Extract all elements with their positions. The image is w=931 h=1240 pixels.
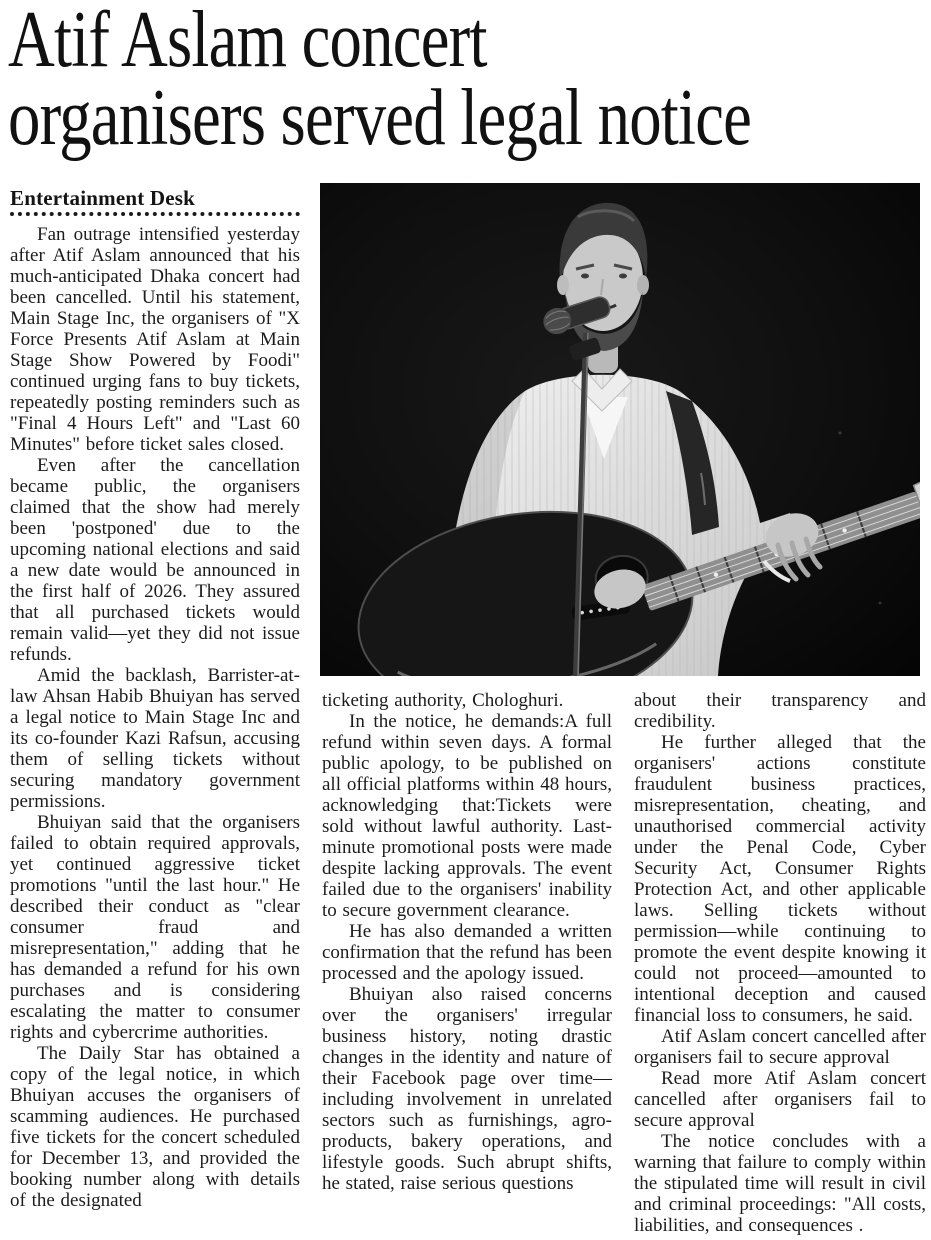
article-headline xyxy=(8,0,931,162)
article-paragraph: Bhuiyan also raised concerns over the organisers' irregular business history, noting drastic changes in the identity and nature of their Facebook page over time—including involvement in unrelated sectors such as furnishings, agro-products, bakery operations, and lifestyle goods. Such abrupt shifts, he stated, raise serious questions xyxy=(322,984,612,1194)
article-paragraph: The notice concludes with a warning that failure to comply within the stipulated time will result in civil and criminal proceedings: "All costs, liabilities, and consequences . xyxy=(634,1131,926,1236)
column-left xyxy=(10,186,300,1211)
article-paragraph: He has also demanded a written confirmation that the refund has been processed and the apology issued. xyxy=(322,921,612,984)
headline-line-1: Atif Aslam concert xyxy=(8,0,487,84)
byline-dotted-rule xyxy=(10,212,300,216)
article-photo xyxy=(320,183,920,676)
column-right xyxy=(634,690,926,1236)
headline-lines xyxy=(8,0,752,162)
article-paragraph: Bhuiyan said that the organisers failed to obtain required approvals, yet continued aggressive ticket promotions "until the last hour." He described their conduct as "clear consumer fraud and misrepresentation," adding that he has demanded a refund for his own purchases and is considering escalating the matter to consumer rights and cybercrime authorities. xyxy=(10,812,300,1043)
article-paragraph: ticketing authority, Chologhuri. xyxy=(322,690,564,711)
headline-line-2: organisers served legal notice xyxy=(8,72,752,162)
article-paragraph: Amid the backlash, Barrister-at-law Ahsan Habib Bhuiyan has served a legal notice to Main Stage Inc and its co-founder Kazi Rafsun, accusing them of selling tickets without securing mandatory government permissions. xyxy=(10,665,300,812)
column-middle-paragraphs xyxy=(322,690,612,1194)
performer-illustration xyxy=(320,183,920,676)
article-paragraph: about their transparency and credibility. xyxy=(634,690,926,732)
column-left-paragraphs xyxy=(10,224,300,1211)
article-paragraph: Read more Atif Aslam concert cancelled after organisers fail to secure approval xyxy=(634,1068,926,1131)
column-right-paragraphs xyxy=(634,690,926,1236)
article-paragraph: Fan outrage intensified yesterday after Atif Aslam announced that his much-anticipated Dhaka concert had been cancelled. Until his statement, Main Stage Inc, the organisers of "X Force Presents Atif Aslam at Main Stage Show Powered by Foodi" continued urging fans to buy tickets, repeatedly posting reminders such as "Final 4 Hours Left" and "Last 60 Minutes" before ticket sales closed. xyxy=(10,224,300,455)
article-paragraph: He further alleged that the organisers' actions constitute fraudulent business practices, misrepresentation, cheating, and unauthorised commercial activity under the Penal Code, Cyber Security Act, Consumer Rights Protection Act, and other applicable laws. Selling tickets without permission—while continuing to promote the event despite knowing it could not proceed—amounted to intentional deception and caused financial loss to consumers, he said. xyxy=(634,732,926,1026)
article-paragraph: Even after the cancellation became public, the organisers claimed that the show had merely been 'postponed' due to the upcoming national elections and said a new date would be announced in the first half of 2026. They assured that all purchased tickets would remain valid—yet they did not issue refunds. xyxy=(10,455,300,665)
article-paragraph: The Daily Star has obtained a copy of the legal notice, in which Bhuiyan accuses the organisers of scamming audiences. He purchased five tickets for the concert scheduled for December 13, and provided the booking number along with details of the designated xyxy=(10,1043,300,1211)
article-paragraph: In the notice, he demands:A full refund within seven days. A formal public apology, to be published on all official platforms within 48 hours, acknowledging that:Tickets were sold without lawful authority. Last-minute promotional posts were made despite lacking approvals. The event failed due to the organisers' inability to secure government clearance. xyxy=(322,711,612,921)
byline: Entertainment Desk xyxy=(10,186,196,210)
column-middle xyxy=(322,690,612,1194)
article-paragraph: Atif Aslam concert cancelled after organisers fail to secure approval xyxy=(634,1026,926,1068)
